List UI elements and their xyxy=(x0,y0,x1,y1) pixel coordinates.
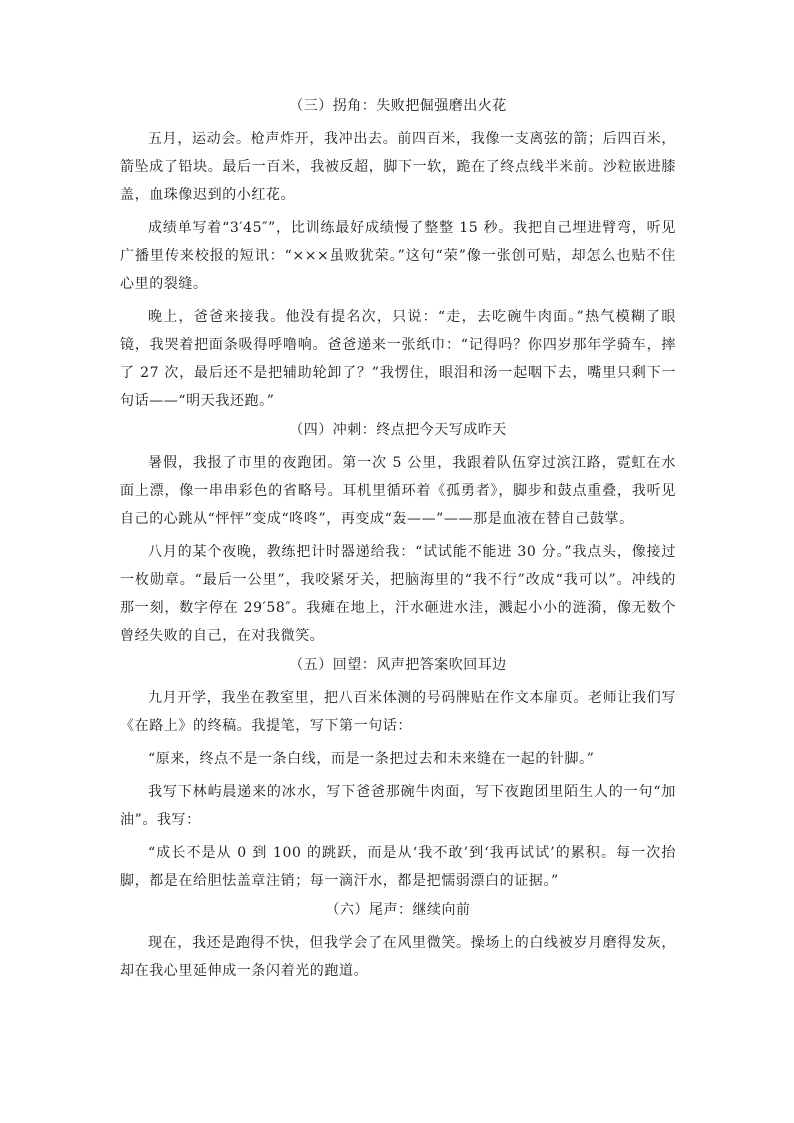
paragraph: 我写下林屿晨递来的冰水，写下爸爸那碗牛肉面，写下夜跑团里陌生人的一句“加油”。我写： xyxy=(120,784,676,828)
paragraph: 成绩单写着“3′45″”，比训练最好成绩慢了整整 15 秒。我把自己埋进臂弯，听见广播里传来校报的短讯：“×××虽败犹荣。”这句“荣”像一张创可贴，却怎么也贴不住心里的裂缝。 xyxy=(120,220,676,292)
section-4 xyxy=(120,420,676,650)
section-6 xyxy=(120,900,676,985)
quote-paragraph: “原来，终点不是一条白线，而是一条把过去和未来缝在一起的针脚。” xyxy=(148,751,595,767)
quote-paragraph: “成长不是从 0 到 100 的跳跃，而是从‘我不敢’到‘我再试试’的累积。每一次抬脚，都是在给胆怯盖章注销；每一滴汗水，都是把懦弱漂白的证据。” xyxy=(120,845,676,889)
section-title: （四）冲刺：终点把今天写成昨天 xyxy=(289,422,507,438)
section-3 xyxy=(120,96,676,415)
paragraph: 五月，运动会。枪声炸开，我冲出去。前四百米，我像一支离弦的箭；后四百米，箭坠成了铅块。最后一百米，我被反超，脚下一软，跪在了终点线半米前。沙粒嵌进膝盖，血珠像迟到的小红花。 xyxy=(120,131,676,203)
section-title: （五）回望：风声把答案吹回耳边 xyxy=(289,657,507,673)
section-5 xyxy=(120,655,676,895)
document-page xyxy=(120,96,676,990)
paragraph: 暑假，我报了市里的夜跑团。第一次 5 公里，我跟着队伍穿过滨江路，霓虹在水面上漂，像一串串彩色的省略号。耳机里循环着《孤勇者》，脚步和鼓点重叠，我听见自己的心跳从“怦怦”变成“咚咚”，再变成“轰——”——那是血液在替自己鼓掌。 xyxy=(120,455,676,527)
paragraph: 八月的某个夜晚，教练把计时器递给我：“试试能不能进 30 分。”我点头，像接过一枚勋章。“最后一公里”，我咬紧牙关，把脑海里的“我不行”改成“我可以”。冲线的那一刻，数字停在 29′58″。我瘫在地上，汗水砸进水洼，溅起小小的涟漪，像无数个曾经失败的自己，在对我微笑。 xyxy=(120,544,676,644)
paragraph: 晚上，爸爸来接我。他没有提名次，只说：“走，去吃碗牛肉面。”热气模糊了眼镜，我哭着把面条吸得呼噜响。爸爸递来一张纸巾：“记得吗？你四岁那年学骑车，摔了 27 次，最后还不是把辅助轮卸了？”我愣住，眼泪和汤一起咽下去，嘴里只剩下一句话——“明天我还跑。” xyxy=(120,309,676,409)
section-title: （六）尾声：继续向前 xyxy=(325,902,471,918)
paragraph: 九月开学，我坐在教室里，把八百米体测的号码牌贴在作文本扉页。老师让我们写《在路上》的终稿。我提笔，写下第一句话： xyxy=(120,690,676,734)
paragraph: 现在，我还是跑得不快，但我学会了在风里微笑。操场上的白线被岁月磨得发灰，却在我心里延伸成一条闪着光的跑道。 xyxy=(120,935,676,979)
section-title: （三）拐角：失败把倔强磨出火花 xyxy=(289,98,507,114)
